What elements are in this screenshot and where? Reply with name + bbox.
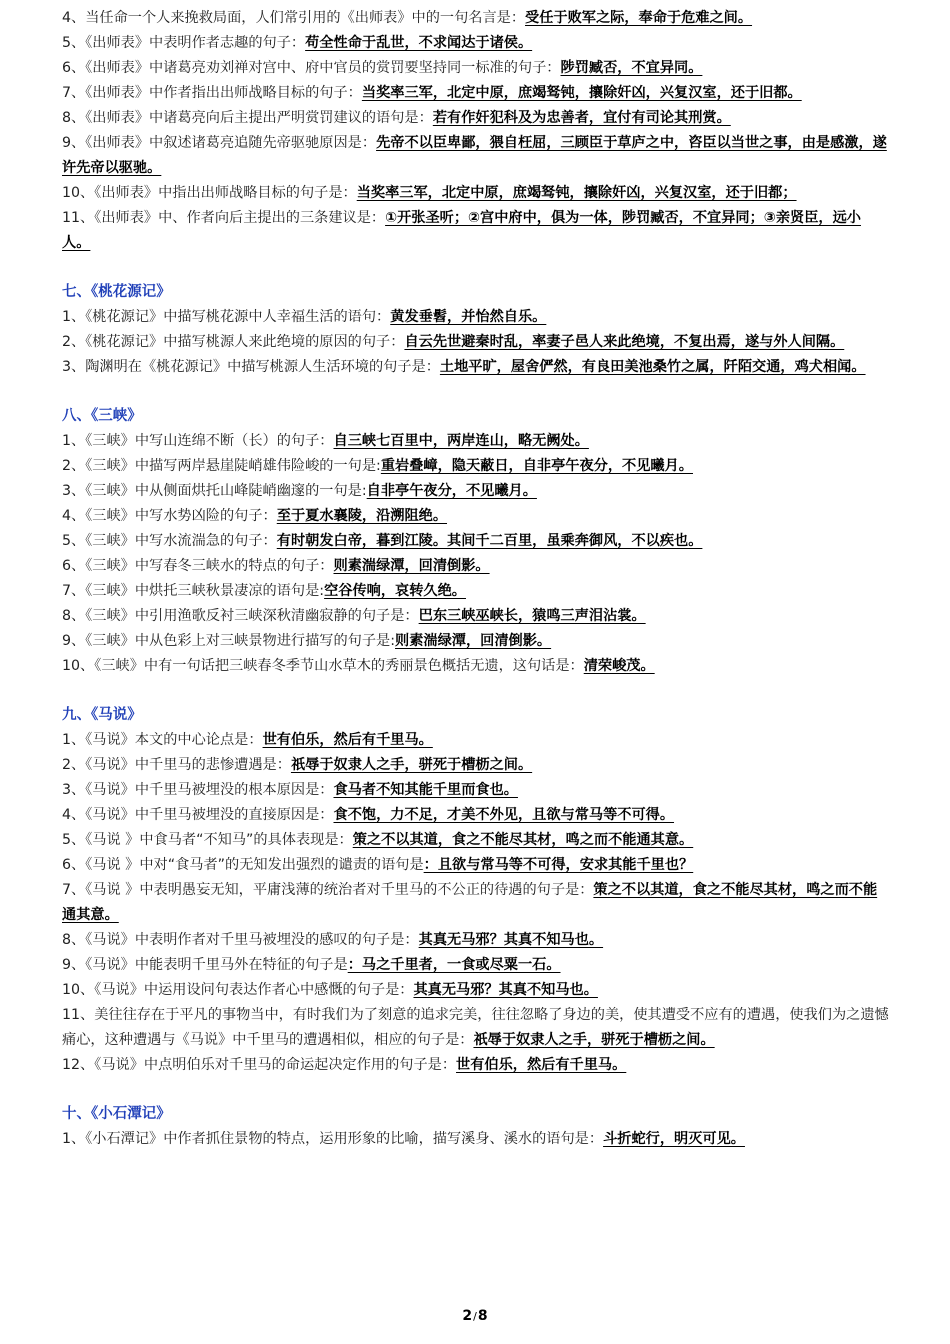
taohuayuanji-list [62,305,890,380]
list-item: 3、《马说》中千里马被埋没的根本原因是：食马者不知其能千里而食也。 [62,782,518,798]
list-item: 10、《三峡》中有一句话把三峡春冬季节山水草木的秀丽景色概括无遗，这句话是：清荣峻茂。 [62,658,655,674]
list-item: 2、《桃花源记》中描写桃源人来此绝境的原因的句子：自云先世避秦时乱，率妻子邑人来此绝境，不复出焉，遂与外人间隔。 [62,334,845,350]
list-item: 7、《马说 》中表明愚妄无知，平庸浅薄的统治者对千里马的不公正的待遇的句子是：策之不以其道，食之不能尽其材，鸣之而不能通其意。 [62,882,878,923]
chushibiao-list [62,6,890,256]
page-current: 2 [462,1308,473,1324]
list-item: 4、《马说》中千里马被埋没的直接原因是：食不饱，力不足，才美不外见，且欲与常马等不可得。 [62,807,675,823]
list-item: 11、《出师表》中、作者向后主提出的三条建议是：①开张圣听；②宫中府中，俱为一体，陟罚臧否，不宜异同；③亲贤臣，远小人。 [62,210,861,251]
list-item: 6、《三峡》中写春冬三峡水的特点的句子：则素湍绿潭，回清倒影。 [62,558,490,574]
page-separator: / [473,1310,477,1323]
list-item: 5、《三峡》中写水流湍急的句子：有时朝发白帝，暮到江陵。其间千二百里，虽乘奔御风，不以疾也。 [62,533,703,549]
list-item: 3、《三峡》中从侧面烘托山峰陡峭幽邃的一句是:自非亭午夜分，不见曦月。 [62,483,537,499]
list-item: 11、美往往存在于平凡的事物当中，有时我们为了刻意的追求完美，往往忽略了身边的美，使其遭受不应有的遭遇，使我们为之遗憾痛心，这种遭遇与《马说》中千里马的遭遇相似，相应的句子是：祇辱于奴隶人之手，骈死于槽枥之间。 [62,1007,889,1048]
list-item: 9、《出师表》中叙述诸葛亮追随先帝驱驰原因是：先帝不以臣卑鄙，猥自枉屈，三顾臣于草庐之中，咨臣以当世之事，由是感激，遂许先帝以驱驰。 [62,135,887,176]
list-item: 8、《马说》中表明作者对千里马被埋没的感叹的句子是：其真无马邪？其真不知马也。 [62,932,604,948]
section-heading-sanxia: 八、《三峡》 [62,408,142,424]
list-item: 1、《三峡》中写山连绵不断（长）的句子：自三峡七百里中，两岸连山，略无阙处。 [62,433,589,449]
page-number [0,1308,950,1324]
list-item: 4、《三峡》中写水势凶险的句子：至于夏水襄陵，沿溯阻绝。 [62,508,448,524]
list-item: 2、《三峡》中描写两岸悬崖陡峭雄伟险峻的一句是:重岩叠嶂，隐天蔽日，自非亭午夜分，不见曦月。 [62,458,693,474]
list-item: 1、《马说》本文的中心论点是：世有伯乐，然后有千里马。 [62,732,433,748]
section-heading-taohuayuanji: 七、《桃花源记》 [62,284,171,300]
mashuo-list [62,728,890,1078]
list-item: 4、当任命一个人来挽救局面，人们常引用的《出师表》中的一句名言是：受任于败军之际，奉命于危难之间。 [62,10,753,26]
list-item: 5、《马说 》中食马者“不知马”的具体表现是：策之不以其道，食之不能尽其材，鸣之而不能通其意。 [62,832,694,848]
list-item: 10、《马说》中运用设问句表达作者心中感慨的句子是：其真无马邪？其真不知马也。 [62,982,598,998]
list-item: 6、《马说 》中对“食马者”的无知发出强烈的谴责的语句是：且欲与常马等不可得，安求其能千里也？ [62,857,694,873]
list-item: 7、《出师表》中作者指出出师战略目标的句子：当奖率三军，北定中原，庶竭驽钝，攘除奸凶，兴复汉室，还于旧都。 [62,85,802,101]
section-heading-mashuo: 九、《马说》 [62,707,142,723]
list-item: 8、《三峡》中引用渔歌反衬三峡深秋清幽寂静的句子是：巴东三峡巫峡长，猿鸣三声泪沾裳。 [62,608,646,624]
list-item: 6、《出师表》中诸葛亮劝刘禅对宫中、府中官员的赏罚要坚持同一标准的句子：陟罚臧否，不宜异同。 [62,60,703,76]
list-item: 12、《马说》中点明伯乐对千里马的命运起决定作用的句子是：世有伯乐，然后有千里马。 [62,1057,627,1073]
sanxia-list [62,429,890,679]
list-item: 9、《三峡》中从色彩上对三峡景物进行描写的句子是:则素湍绿潭，回清倒影。 [62,633,552,649]
document-body [62,6,890,1152]
section-heading-xiaoshitanji: 十、《小石潭记》 [62,1106,171,1122]
list-item: 5、《出师表》中表明作者志趣的句子：苟全性命于乱世，不求闻达于诸侯。 [62,35,533,51]
list-item: 1、《桃花源记》中描写桃花源中人幸福生活的语句：黄发垂髫，并怡然自乐。 [62,309,547,325]
list-item: 2、《马说》中千里马的悲惨遭遇是：祇辱于奴隶人之手，骈死于槽枥之间。 [62,757,533,773]
list-item: 3、陶渊明在《桃花源记》中描写桃源人生活环境的句子是：土地平旷，屋舍俨然，有良田美池桑竹之属，阡陌交通，鸡犬相闻。 [62,359,866,375]
list-item: 1、《小石潭记》中作者抓住景物的特点，运用形象的比喻，描写溪身、溪水的语句是：斗折蛇行，明灭可见。 [62,1131,745,1147]
xiaoshitanji-list [62,1127,890,1152]
list-item: 8、《出师表》中诸葛亮向后主提出严明赏罚建议的语句是：若有作奸犯科及为忠善者，宜付有司论其刑赏。 [62,110,731,126]
list-item: 10、《出师表》中指出出师战略目标的句子是：当奖率三军，北定中原，庶竭驽钝，攘除奸凶，兴复汉室，还于旧都； [62,185,797,201]
list-item: 9、《马说》中能表明千里马外在特征的句子是：马之千里者，一食或尽粟一石。 [62,957,561,973]
page-total: 8 [477,1308,488,1324]
list-item: 7、《三峡》中烘托三峡秋景凄凉的语句是:空谷传响，哀转久绝。 [62,583,466,599]
